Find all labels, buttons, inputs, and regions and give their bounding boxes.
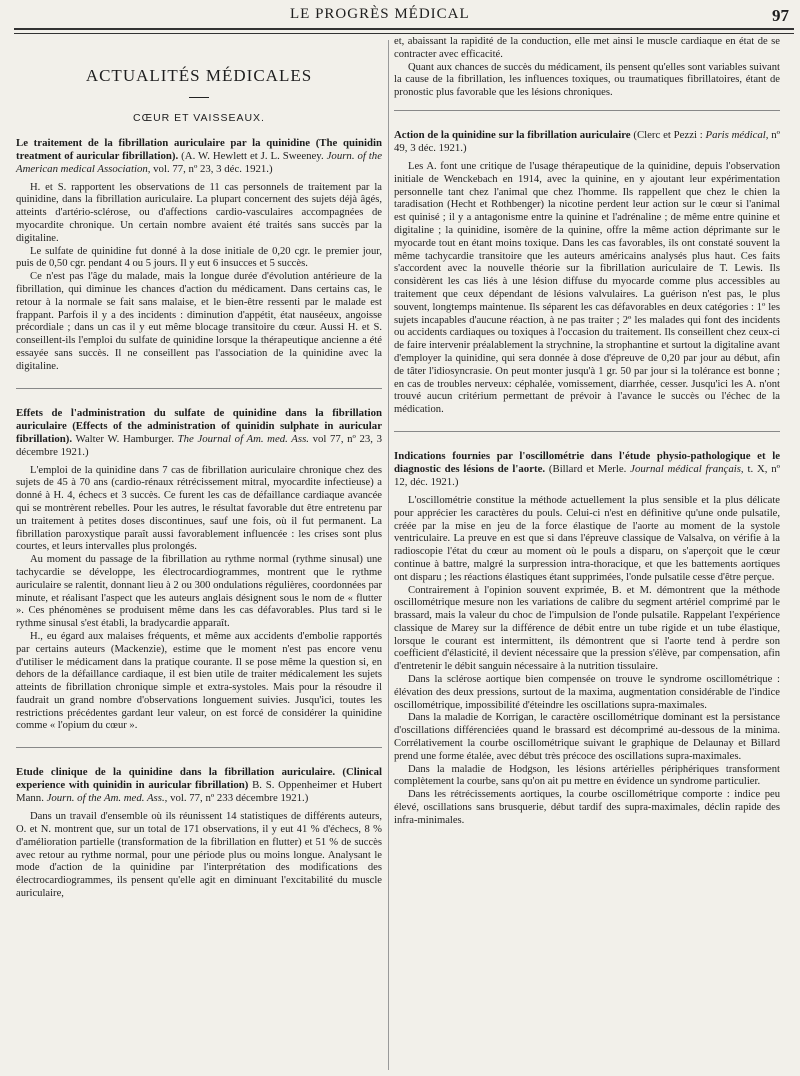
article-source: The Journal of Am. med. Ass.	[177, 432, 309, 445]
paragraph: Contrairement à l'opinion souvent exprimée, B. et M. démontrent que la méthode oscillométrique mesure non les variations de calibre du segment artériel comprimé par le brassard, mais la valeur du choc de l'impulsion de l'onde pulsatile. Rappelant l'expérience classique de Marey sur la différence de débit entre un tube rigide et un tube élastique, lorsque le courant est intermittent, ils démontrent que si l'aorte tend à perdre son coefficient d'élasticité, il devient nécessaire que la pression s'élève, par compensation, afin d'entretenir le débit sanguin nécessaire à la nutrition tissulaire.	[394, 584, 780, 673]
article	[16, 766, 382, 901]
article-authors: (Billard et Merle.	[548, 462, 627, 475]
article-details: nº 49, 3 déc. 1921.)	[394, 128, 781, 154]
article-separator	[16, 747, 382, 756]
article-details: t. X, nº 12, déc. 1921.)	[394, 462, 780, 488]
article-authors: Walter W. Hamburger.	[75, 432, 175, 445]
paragraph: H., eu égard aux malaises fréquents, et même aux accidents d'embolie rapportés par certains auteurs (Mackenzie), estime que le moment n'est pas encore venu d'utiliser le médicament dans la pratique courante. Il se pose même la question si, en dehors de la défaillance cardiaque, il est bien utile de traiter médicalement les sujets atteints de fibrillation chronique simple et extra-systoles. Mais pour la résoudre il faudrait un grand nombre d'observations longuement suivies. Jusqu'ici, toutes les restrictions précédentes gardant leur valeur, on est forcé de considérer la quinidine comme « l'opium du cœur ».	[16, 630, 382, 732]
article-header	[16, 407, 382, 459]
paragraph: Dans la maladie de Korrigan, le caractère oscillométrique dominant est la persistance d'oscillations différenciées quand le brassard est décomprimé au-dessous de la minima. Corrélativement la courbe oscillométrique suivant le graphique de Delaunay et Billard prend une forme étalée, avec début très précoce des oscillations supra-maximales.	[394, 712, 780, 762]
paragraph: Dans la sclérose aortique bien compensée on trouve le syndrome oscillométrique : élévation des deux pressions, surtout de la maxima, augmentation considérable de l'indice oscillométrique, impossibilité d'éteindre les oscillations supra-maximales.	[394, 674, 780, 711]
article-header	[16, 766, 382, 805]
article	[16, 137, 382, 374]
paragraph: Ce n'est pas l'âge du malade, mais la longue durée d'évolution antérieure de la fibrillation, qui diminue les chances d'action du médicament. Dans certains cas, le retour à la normale se fait sans malaise, et le bien-être ressenti par le malade est frappant. Parfois il y a des incidents : diminution d'appétit, état nauséeux, angoisse précordiale ; dans un cas il y eut même blocage transitoire du cœur. Aussi H. et S. conseillent-ils l'emploi du sulfate de quinidine lorsque la thérapeutique ancienne a été essayée sans succès. Il ne conseillent pas l'association de la quinidine avec la digitaline.	[16, 271, 382, 372]
subsection-title: CŒUR ET VAISSEAUX.	[133, 111, 265, 124]
article-separator	[394, 431, 780, 440]
paragraph: L'emploi de la quinidine dans 7 cas de fibrillation auriculaire chronique chez des sujets de 45 à 70 ans (cardio-rénaux rétrécissement mitral, myocardite infectieuse) a donné à H. 4, échecs et 3 succès. Ce furent les cas de défaillance cardiaque avancée qui se montrèrent rebelles. Pour les autres, le résultat favorable dut être entretenu par un traitement à petites doses discontinues, sauf une fois, où il fut permanent. La fibrillation paroxystique paraît aussi favorablement influencée : les crises sont plus courtes, et leurs intervalles plus prolongés.	[16, 464, 382, 553]
article-title: Effets de l'administration du sulfate de quinidine dans la fibrillation auriculaire (Effects of the administration of quinidin sulphate in auricular fibrillation).	[16, 406, 382, 445]
paragraph: Dans un travail d'ensemble où ils réunissent 14 statistiques de différents auteurs, O. et N. montrent que, sur un total de 171 observations, il y eut 41 % d'échecs, 8 % d'amélioration partielle (transformation de la fibrillation en flutter) et 51 % de succès avec retour au rythme normal, pour une période plus ou moins longue. Analysant le mode d'action de la quinidine par l'interprétation des modifications des électrocardiogrammes, ils pensent qu'elle agit en diminuant l'excitabilité du muscle auriculaire,	[16, 811, 382, 900]
left-column	[16, 46, 382, 915]
article-details: vol. 77, nº 233 décembre 1921.)	[170, 792, 309, 805]
continued-paragraph: et, abaissant la rapidité de la conduction, elle met ainsi le muscle cardiaque en état de se contracter avec efficacité.	[394, 36, 780, 60]
page-number: 97	[772, 6, 789, 25]
paragraph: Quant aux chances de succès du médicament, ils pensent qu'elles sont variables suivant la cause de la fibrillation, les influences toxiques, ou traumatiques fibrillatoires, étant de pronostic plus favorable que les lésions chroniques.	[394, 61, 780, 99]
article-authors: (A. W. Hewlett et J. L. Sweeney.	[181, 149, 324, 162]
article-source: Journal médical français,	[630, 462, 744, 475]
right-column	[394, 36, 780, 842]
article-authors: B. S. Oppenheimer et Hubert Mann.	[16, 779, 383, 805]
article-separator	[394, 110, 780, 119]
paragraph: Au moment du passage de la fibrillation au rythme normal (rythme sinusal) une tachycardie se développe, les électrocardiogrammes, montrent que le rythme auriculaire se ralentit, donnant lieu à 2 ou 300 ondulations régulières, coordonnées par minute, et réalisant l'aspect que les auteurs anglais désignent sous le nom de « flutter ». Ces phénomènes se produisent même dans les cas défavorables. Plus tard si le rythme sinusal s'est établi, la bradycardie apparaît.	[16, 554, 382, 630]
article-authors: (Clerc et Pezzi :	[633, 128, 703, 141]
article-details: vol 77, nº 23, 3 décembre 1921.)	[16, 432, 383, 458]
section-title: ACTUALITÉS MÉDICALES	[85, 66, 313, 85]
article	[394, 450, 780, 828]
article-source: Paris médical,	[705, 128, 769, 141]
paragraph: Dans la maladie de Hodgson, les lésions artérielles périphériques transforment complètement la courbe, sans qu'on ait pu mettre en évidence un syndrome particulier.	[394, 763, 780, 788]
article-title: Etude clinique de la quinidine dans la fibrillation auriculaire. (Clinical experience with quinidin in auricular fibrillation)	[16, 766, 382, 792]
article-source: Journ. of the American medical Association,	[16, 149, 382, 175]
paragraph: L'oscillométrie constitue la méthode actuellement la plus sensible et la plus délicate pour apprécier les caractères du pouls. Celui-ci n'est en définitive qu'une onde pulsatile, créée par la mise en jeu de la force élastique de l'aorte au moment de la systole ventriculaire. La preuve en est que si dans l'épreuve classique de Valsalva, on vérifie à la radioscopie l'état du cœur au moment où le pouls a disparu, on s'aperçoit que le cœur continue à battre, malgré la surpression intra-thoracique, et que les battements aortiques ont disparu ; les réactions élastiques étant supprimées, l'onde pulsatile cesse d'être perçue.	[394, 494, 780, 583]
article-header	[394, 129, 780, 155]
paragraph: H. et S. rapportent les observations de 11 cas personnels de traitement par la quinidine, dans la fibrillation auriculaire. La plupart concernent des sujets déjà âgés, atteints d'artério-sclérose, ou d'affections cardio-vasculaires accompagnées de myocardite chronique. Un certain nombre avaient été traités sans succès par la digitaline.	[16, 181, 382, 244]
article-title: Indications fournies par l'oscillométrie dans l'étude physio-pathologique et le diagnostic des lésions de l'aorte.	[394, 449, 780, 475]
section-rule	[189, 97, 209, 98]
article	[16, 407, 382, 734]
paragraph: Dans les rétrécissements aortiques, la courbe oscillométrique comporte : indice peu élevé, oscillations sans brusquerie, début tardif des supra-maximales, déclin rapide des infra-minimales.	[394, 789, 780, 826]
column-divider	[388, 40, 389, 1070]
running-title: LE PROGRÈS MÉDICAL	[290, 6, 470, 22]
article-title: Action de la quinidine sur la fibrillation auriculaire	[394, 128, 631, 141]
article-header	[394, 450, 780, 489]
paragraph: Le sulfate de quinidine fut donné à la dose initiale de 0,20 cgr. le premier jour, puis de 0,50 cgr. pendant 4 ou 5 jours. Il y eut 6 insucces et 5 succès.	[16, 245, 382, 270]
paragraph: Les A. font une critique de l'usage thérapeutique de la quinidine, depuis l'observation initiale de Wenckebach en 1914, avec la quinine, en y ajoutant leur expérimentation personnelle tant chez l'animal que chez l'homme. Ils rappellent que chez le chien la taradisation (Hecht et Rothbenger) la nicotine perdent leur action sur le cœur si l'animal est quinisé ; il y a antagonisme entre la quinine et l'adrénaline ; de même entre quinine et digitaline ; la quinidine, isomère de la quinine, offre la même action déprimante sur le myocarde tout en étant moins toxique. Dans les cas favorables, ils ont constaté souvent la même tachycardie transitoire que les auteurs américains analysés plus haut. Ces faits s'accordent avec la nouvelle théorie sur la fibrillation auriculaire de T. Lewis. Ils considèrent les cas liés à une lésion diffuse du myocarde comme plus accessibles au traitement que ceux dépendant de lésions valvulaires. La guérison n'est pas, le plus souvent, longtemps maintenue. Ils séparent les cas défavorables en deux catégories : 1º les sujets incapables d'aucune réaction, à ne pas traiter ; 2º les malades qui font des incidents ou accidents cardiaques ou toxiques à l'occasion du traitement. Ils conseillent chez ceux-ci de faire intervenir préalablement la strychnine, la strophantine et surtout la digitaline avant d'employer la quinidine, qui sera donnée à dose d'épreuve de 0,20 par jour au début, afin de tâter l'idiosyncrasie. On peut monter jusqu'à 1 gr. 50 par jour si la tolérance est bonne ; en cas de troubles nerveux: céphalée, vomissement, diarrhée, cesser. Jusqu'ici les A. n'ont trouvé aucun critérium permettant de prévoir à l'avance le succès ou l'échec de la médication.	[394, 160, 780, 416]
article-source: Journ. of the Am. med. Ass.,	[46, 792, 168, 805]
article-header	[16, 137, 382, 176]
header-rule	[14, 28, 794, 34]
running-head	[0, 4, 800, 28]
article-title: Le traitement de la fibrillation auriculaire par la quinidine (The quinidin treatment of auricular fibrillation).	[16, 136, 382, 162]
article-details: vol. 77, nº 23, 3 déc. 1921.)	[153, 162, 273, 175]
article	[394, 129, 780, 417]
article-separator	[16, 388, 382, 397]
